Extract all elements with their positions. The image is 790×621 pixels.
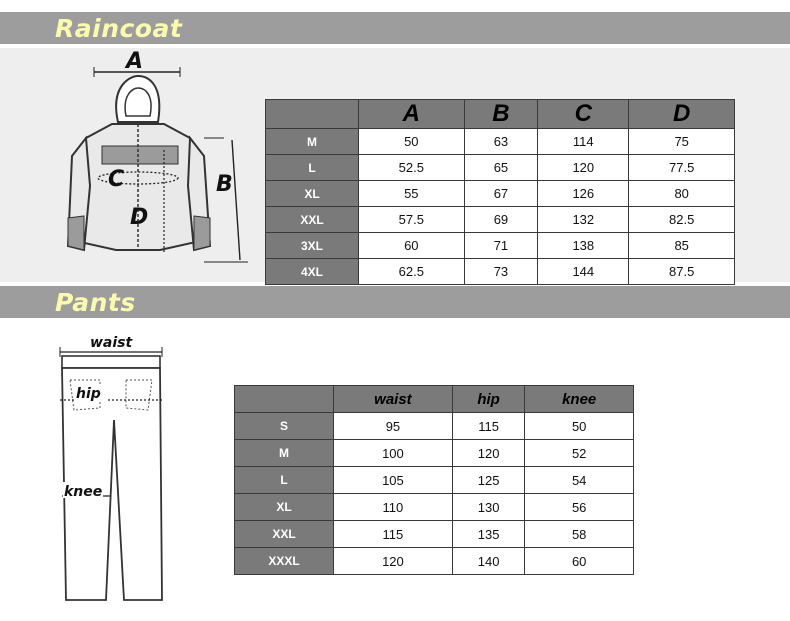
table-row: [266, 207, 735, 233]
cell-value: 50: [359, 129, 465, 155]
cell-value: 140: [452, 548, 525, 575]
cell-value: 120: [538, 155, 629, 181]
size-label: XL: [266, 181, 359, 207]
table-row: [235, 521, 634, 548]
table-row: [235, 494, 634, 521]
cell-value: 73: [464, 259, 538, 285]
cell-value: 69: [464, 207, 538, 233]
size-label: S: [235, 413, 334, 440]
size-label: XL: [235, 494, 334, 521]
cell-value: 82.5: [629, 207, 735, 233]
pants-diagram: [52, 330, 182, 610]
cell-value: 63: [464, 129, 538, 155]
cell-value: 80: [629, 181, 735, 207]
table-row: [235, 467, 634, 494]
cell-value: 54: [525, 467, 634, 494]
cell-value: 100: [334, 440, 453, 467]
label-c: C: [108, 167, 125, 192]
cell-value: 126: [538, 181, 629, 207]
cell-value: 115: [452, 413, 525, 440]
corner-cell: [235, 386, 334, 413]
pants-size-table: [234, 385, 634, 575]
cell-value: 52.5: [359, 155, 465, 181]
raincoat-header-row: [266, 100, 735, 129]
cell-value: 114: [538, 129, 629, 155]
col-header-b: B: [464, 100, 538, 129]
size-label: M: [235, 440, 334, 467]
cell-value: 115: [334, 521, 453, 548]
size-label: XXL: [266, 207, 359, 233]
cell-value: 67: [464, 181, 538, 207]
cell-value: 58: [525, 521, 634, 548]
cell-value: 60: [525, 548, 634, 575]
cell-value: 120: [452, 440, 525, 467]
cell-value: 130: [452, 494, 525, 521]
cell-value: 120: [334, 548, 453, 575]
table-row: [266, 129, 735, 155]
col-header-c: C: [538, 100, 629, 129]
size-label: M: [266, 129, 359, 155]
label-knee: knee: [64, 484, 103, 500]
col-header-d: D: [629, 100, 735, 129]
size-label: 4XL: [266, 259, 359, 285]
pants-header-row: [235, 386, 634, 413]
cell-value: 50: [525, 413, 634, 440]
cell-value: 56: [525, 494, 634, 521]
size-label: 3XL: [266, 233, 359, 259]
label-d: D: [130, 205, 149, 230]
label-hip: hip: [76, 386, 101, 402]
size-label: XXXL: [235, 548, 334, 575]
pants-title: Pants: [55, 288, 136, 317]
col-header-a: A: [359, 100, 465, 129]
cell-value: 71: [464, 233, 538, 259]
cell-value: 110: [334, 494, 453, 521]
cell-value: 65: [464, 155, 538, 181]
cell-value: 52: [525, 440, 634, 467]
label-a: A: [126, 49, 144, 74]
cell-value: 132: [538, 207, 629, 233]
waistband: [62, 356, 160, 368]
table-row: [235, 413, 634, 440]
size-label: XXL: [235, 521, 334, 548]
b-measure-line: [232, 140, 240, 260]
table-row: [235, 548, 634, 575]
cell-value: 135: [452, 521, 525, 548]
raincoat-size-table: [265, 99, 735, 285]
raincoat-diagram: [60, 46, 260, 276]
col-header-waist: waist: [334, 386, 453, 413]
cell-value: 75: [629, 129, 735, 155]
cell-value: 125: [452, 467, 525, 494]
table-row: [266, 259, 735, 285]
table-row: [266, 155, 735, 181]
cell-value: 87.5: [629, 259, 735, 285]
cell-value: 85: [629, 233, 735, 259]
label-waist: waist: [90, 335, 133, 351]
table-row: [235, 440, 634, 467]
col-header-hip: hip: [452, 386, 525, 413]
cell-value: 62.5: [359, 259, 465, 285]
table-row: [266, 233, 735, 259]
size-label: L: [266, 155, 359, 181]
col-header-knee: knee: [525, 386, 634, 413]
cell-value: 55: [359, 181, 465, 207]
cell-value: 95: [334, 413, 453, 440]
cell-value: 144: [538, 259, 629, 285]
table-row: [266, 181, 735, 207]
cell-value: 60: [359, 233, 465, 259]
cell-value: 57.5: [359, 207, 465, 233]
cell-value: 77.5: [629, 155, 735, 181]
raincoat-title: Raincoat: [55, 14, 183, 43]
corner-cell: [266, 100, 359, 129]
label-b: B: [216, 172, 233, 197]
size-label: L: [235, 467, 334, 494]
cell-value: 138: [538, 233, 629, 259]
cell-value: 105: [334, 467, 453, 494]
